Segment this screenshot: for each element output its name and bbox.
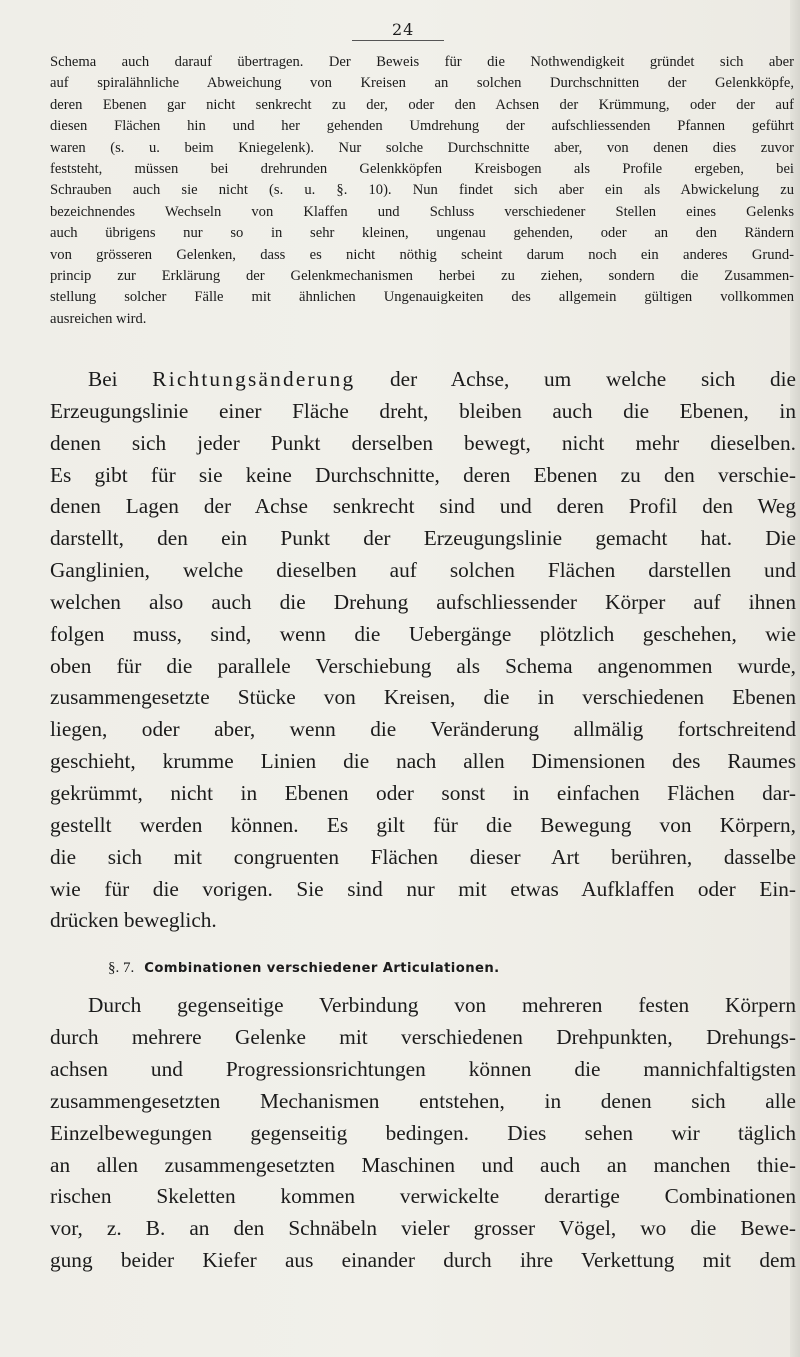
text-line: Es gibt für sie keine Durchschnitte, deren Ebenen zu den verschie- <box>50 462 796 487</box>
header-rule <box>352 40 444 41</box>
text-line: auf spiralähnliche Abweichung von Kreisen an solchen Durchschnitten der Gelenkköpfe, <box>50 75 794 92</box>
section-heading <box>108 957 800 980</box>
text-line: geschieht, krumme Linien die nach allen Dimensionen des Raumes <box>50 749 796 774</box>
text-line: bezeichnendes Wechseln von Klaffen und Schluss verschiedener Stellen eines Gelenks <box>50 203 794 220</box>
text-line: zusammengesetzten Mechanismen entstehen, in denen sich alle <box>50 1088 796 1113</box>
text-line: princip zur Erklärung der Gelenkmechanismen herbei zu ziehen, sondern die Zusammen- <box>50 268 794 285</box>
text-line: die sich mit congruenten Flächen dieser Art berühren, dasselbe <box>50 844 796 869</box>
text-line: auch übrigens nur so in sehr kleinen, ungenau gehenden, oder an den Rändern <box>50 225 794 242</box>
section-number: §. 7. <box>108 960 135 976</box>
text-line: an allen zusammengesetzten Maschinen und auch an manchen thie- <box>50 1152 796 1177</box>
text-line: stellung solcher Fälle mit ähnlichen Ungenauigkeiten des allgemein gültigen vollkommen <box>50 289 794 306</box>
text-line: gekrümmt, nicht in Ebenen oder sonst in einfachen Flächen dar- <box>50 780 796 805</box>
text-line: denen sich jeder Punkt derselben bewegt, nicht mehr dieselben. <box>50 430 796 455</box>
text-line: Durch gegenseitige Verbindung von mehreren festen Körpern <box>88 993 796 1017</box>
text-line: gestellt werden können. Es gilt für die Bewegung von Körpern, <box>50 812 796 837</box>
text-line: achsen und Progressionsrichtungen können die mannichfaltigsten <box>50 1056 796 1081</box>
text-line: welchen also auch die Drehung aufschliessender Körper auf ihnen <box>50 589 796 614</box>
text-line: feststeht, müssen bei drehrunden Gelenkköpfen Kreisbogen als Profile ergeben, bei <box>50 161 794 178</box>
text-fragment: Bei <box>88 367 153 391</box>
text-line: diesen Flächen hin und her gehenden Umdrehung der aufschliessenden Pfannen geführt <box>50 118 794 135</box>
page-number: 24 <box>392 20 415 39</box>
text-line: darstellt, den ein Punkt der Erzeugungslinie gemacht hat. Die <box>50 526 796 551</box>
text-line: Einzelbewegungen gegenseitig bedingen. Dies sehen wir täglich <box>50 1120 796 1145</box>
paragraph-small-print <box>50 52 794 330</box>
text-line: oben für die parallele Verschiebung als Schema angenommen wurde, <box>50 653 796 678</box>
text-line: zusammengesetzte Stücke von Kreisen, die in verschiedenen Ebenen <box>50 685 796 710</box>
emphasized-term: Richtungsänderung <box>152 367 356 391</box>
section-title: Combinationen verschiedener Articulationen. <box>144 961 500 976</box>
text-line: Erzeugungslinie einer Fläche dreht, bleiben auch die Ebenen, in <box>50 398 796 423</box>
text-line: wie für die vorigen. Sie sind nur mit etwas Aufklaffen oder Ein- <box>50 876 796 901</box>
text-line: rischen Skeletten kommen verwickelte derartige Combinationen <box>50 1184 796 1209</box>
text-line: gung beider Kiefer aus einander durch ihre Verkettung mit dem <box>50 1248 796 1273</box>
text-line: Ganglinien, welche dieselben auf solchen Flächen darstellen und <box>50 558 796 583</box>
first-text-line <box>50 364 796 396</box>
text-line: drücken beweglich. <box>50 908 217 933</box>
text-line: ausreichen wird. <box>50 310 147 327</box>
text-line: deren Ebenen gar nicht senkrecht zu der, oder den Achsen der Krümmung, oder der auf <box>50 96 794 113</box>
text-line: folgen muss, sind, wenn die Uebergänge plötzlich geschehen, wie <box>50 621 796 646</box>
text-line: liegen, oder aber, wenn die Veränderung allmälig fortschreitend <box>50 717 796 742</box>
text-line: durch mehrere Gelenke mit verschiedenen Drehpunkten, Drehungs- <box>50 1024 796 1049</box>
text-line: Schema auch darauf übertragen. Der Beweis für die Nothwendigkeit gründet sich aber <box>50 54 794 70</box>
text-line: waren (s. u. beim Kniegelenk). Nur solche Durchschnitte aber, von denen dies zuvor <box>50 139 794 156</box>
section-paragraph <box>50 990 796 1277</box>
text-line: denen Lagen der Achse senkrecht sind und deren Profil den Weg <box>50 494 796 519</box>
text-line: von grösseren Gelenken, dass es nicht nöthig scheint darum noch ein anderes Grund- <box>50 246 794 263</box>
text-line: Schrauben auch sie nicht (s. u. §. 10). Nun findet sich aber ein als Abwickelung zu <box>50 182 794 199</box>
text-line: vor, z. B. an den Schnäbeln vieler grosser Vögel, wo die Bewe- <box>50 1216 796 1241</box>
paragraph-large-print <box>50 364 796 937</box>
text-fragment: der Achse, um welche sich die <box>355 367 796 391</box>
